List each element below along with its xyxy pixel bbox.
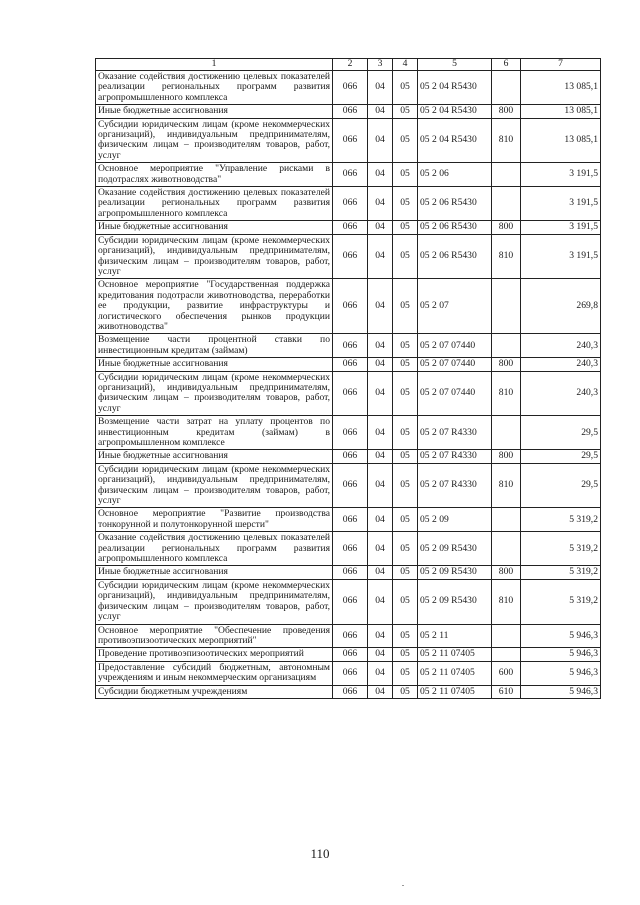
target-article-cell: 05 2 07 R4330 [418, 450, 492, 463]
target-article-cell: 05 2 06 R5430 [418, 187, 492, 221]
item-name-cell: Возмещение части процентной ставки по инвестиционным кредитам (займам) [96, 334, 333, 358]
subsection-code-cell: 05 [393, 685, 418, 698]
expense-type-cell: 800 [492, 105, 521, 118]
item-name-cell: Субсидии юридическим лицам (кроме некоммерческих организаций), индивидуальным предпринимателям, физическим лицам – производителям товаров, работ, услуг [96, 463, 333, 508]
target-article-cell: 05 2 09 R5430 [418, 532, 492, 566]
item-name-cell: Иные бюджетные ассигнования [96, 105, 333, 118]
table-row [96, 624, 601, 648]
item-name-cell: Субсидии бюджетным учреждениям [96, 685, 333, 698]
header-col-3: 3 [368, 59, 393, 71]
subsection-code-cell: 05 [393, 416, 418, 450]
item-name-cell: Оказание содействия достижению целевых показателей реализации региональных программ развития агропромышленного комплекса [96, 532, 333, 566]
subsection-code-cell: 05 [393, 661, 418, 685]
section-code-cell: 04 [368, 463, 393, 508]
ministry-code-cell: 066 [333, 105, 368, 118]
target-article-cell: 05 2 04 R5430 [418, 105, 492, 118]
table-row [96, 648, 601, 661]
ministry-code-cell: 066 [333, 279, 368, 334]
section-code-cell: 04 [368, 371, 393, 416]
amount-cell: 29,5 [521, 450, 601, 463]
section-code-cell: 04 [368, 187, 393, 221]
amount-cell: 5 946,3 [521, 661, 601, 685]
ministry-code-cell: 066 [333, 532, 368, 566]
amount-cell: 5 319,2 [521, 579, 601, 624]
amount-cell: 240,3 [521, 371, 601, 416]
amount-cell: 269,8 [521, 279, 601, 334]
table-row [96, 508, 601, 532]
item-name-cell: Проведение противоэпизоотических мероприятий [96, 648, 333, 661]
target-article-cell: 05 2 09 R5430 [418, 566, 492, 579]
table-row [96, 71, 601, 105]
ministry-code-cell: 066 [333, 118, 368, 163]
subsection-code-cell: 05 [393, 279, 418, 334]
amount-cell: 5 946,3 [521, 685, 601, 698]
table-row [96, 163, 601, 187]
section-code-cell: 04 [368, 416, 393, 450]
table-body [96, 71, 601, 699]
expense-type-cell: 810 [492, 463, 521, 508]
section-code-cell: 04 [368, 450, 393, 463]
amount-cell: 13 085,1 [521, 118, 601, 163]
subsection-code-cell: 05 [393, 508, 418, 532]
item-name-cell: Субсидии юридическим лицам (кроме некоммерческих организаций), индивидуальным предпринимателям, физическим лицам – производителям товаров, работ, услуг [96, 234, 333, 279]
table-row [96, 685, 601, 698]
target-article-cell: 05 2 06 R5430 [418, 221, 492, 234]
amount-cell: 5 946,3 [521, 624, 601, 648]
ministry-code-cell: 066 [333, 508, 368, 532]
amount-cell: 5 319,2 [521, 566, 601, 579]
subsection-code-cell: 05 [393, 579, 418, 624]
expense-type-cell [492, 71, 521, 105]
ministry-code-cell: 066 [333, 371, 368, 416]
table-row [96, 371, 601, 416]
expense-type-cell: 810 [492, 234, 521, 279]
ministry-code-cell: 066 [333, 579, 368, 624]
item-name-cell: Иные бюджетные ассигнования [96, 221, 333, 234]
target-article-cell: 05 2 06 [418, 163, 492, 187]
section-code-cell: 04 [368, 71, 393, 105]
item-name-cell: Субсидии юридическим лицам (кроме некоммерческих организаций), индивидуальным предпринимателям, физическим лицам – производителям товаров, работ, услуг [96, 371, 333, 416]
expense-type-cell: 810 [492, 118, 521, 163]
expense-type-cell: 810 [492, 579, 521, 624]
expense-type-cell: 810 [492, 371, 521, 416]
subsection-code-cell: 05 [393, 371, 418, 416]
section-code-cell: 04 [368, 579, 393, 624]
target-article-cell: 05 2 07 [418, 279, 492, 334]
header-col-4: 4 [393, 59, 418, 71]
amount-cell: 13 085,1 [521, 71, 601, 105]
table-row [96, 579, 601, 624]
target-article-cell: 05 2 11 07405 [418, 661, 492, 685]
section-code-cell: 04 [368, 648, 393, 661]
item-name-cell: Субсидии юридическим лицам (кроме некоммерческих организаций), индивидуальным предпринимателям, физическим лицам – производителям товаров, работ, услуг [96, 579, 333, 624]
section-code-cell: 04 [368, 508, 393, 532]
subsection-code-cell: 05 [393, 532, 418, 566]
target-article-cell: 05 2 09 R5430 [418, 579, 492, 624]
scan-speck [402, 885, 404, 886]
table-row [96, 532, 601, 566]
header-col-6: 6 [492, 59, 521, 71]
section-code-cell: 04 [368, 234, 393, 279]
expense-type-cell [492, 187, 521, 221]
expense-type-cell [492, 508, 521, 532]
target-article-cell: 05 2 04 R5430 [418, 118, 492, 163]
section-code-cell: 04 [368, 279, 393, 334]
subsection-code-cell: 05 [393, 234, 418, 279]
section-code-cell: 04 [368, 358, 393, 371]
amount-cell: 5 319,2 [521, 532, 601, 566]
table-header-row [96, 59, 601, 71]
amount-cell: 13 085,1 [521, 105, 601, 118]
expense-type-cell [492, 532, 521, 566]
item-name-cell: Иные бюджетные ассигнования [96, 566, 333, 579]
amount-cell: 3 191,5 [521, 234, 601, 279]
subsection-code-cell: 05 [393, 334, 418, 358]
expense-type-cell: 800 [492, 358, 521, 371]
section-code-cell: 04 [368, 685, 393, 698]
item-name-cell: Оказание содействия достижению целевых показателей реализации региональных программ развития агропромышленного комплекса [96, 71, 333, 105]
table-row [96, 463, 601, 508]
target-article-cell: 05 2 07 07440 [418, 358, 492, 371]
section-code-cell: 04 [368, 624, 393, 648]
item-name-cell: Субсидии юридическим лицам (кроме некоммерческих организаций), индивидуальным предпринимателям, физическим лицам – производителям товаров, работ, услуг [96, 118, 333, 163]
expense-type-cell [492, 416, 521, 450]
expense-type-cell [492, 648, 521, 661]
ministry-code-cell: 066 [333, 450, 368, 463]
amount-cell: 29,5 [521, 463, 601, 508]
target-article-cell: 05 2 06 R5430 [418, 234, 492, 279]
budget-table [95, 58, 601, 699]
section-code-cell: 04 [368, 661, 393, 685]
ministry-code-cell: 066 [333, 648, 368, 661]
expense-type-cell [492, 279, 521, 334]
subsection-code-cell: 05 [393, 163, 418, 187]
item-name-cell: Основное мероприятие "Государственная поддержка кредитования подотрасли животноводства, переработки ее продукции, развитие инфраструктуры и логистического обеспечения рынков продукции животноводства" [96, 279, 333, 334]
ministry-code-cell: 066 [333, 416, 368, 450]
table-row [96, 416, 601, 450]
section-code-cell: 04 [368, 118, 393, 163]
target-article-cell: 05 2 11 07405 [418, 685, 492, 698]
section-code-cell: 04 [368, 105, 393, 118]
subsection-code-cell: 05 [393, 648, 418, 661]
expense-type-cell: 800 [492, 221, 521, 234]
item-name-cell: Основное мероприятие "Обеспечение проведения противоэпизоотических мероприятий" [96, 624, 333, 648]
ministry-code-cell: 066 [333, 234, 368, 279]
subsection-code-cell: 05 [393, 463, 418, 508]
amount-cell: 3 191,5 [521, 163, 601, 187]
target-article-cell: 05 2 07 R4330 [418, 416, 492, 450]
ministry-code-cell: 066 [333, 187, 368, 221]
target-article-cell: 05 2 07 07440 [418, 371, 492, 416]
amount-cell: 5 946,3 [521, 648, 601, 661]
table-row [96, 661, 601, 685]
amount-cell: 240,3 [521, 334, 601, 358]
subsection-code-cell: 05 [393, 118, 418, 163]
amount-cell: 3 191,5 [521, 221, 601, 234]
ministry-code-cell: 066 [333, 624, 368, 648]
header-col-5: 5 [418, 59, 492, 71]
table-row [96, 566, 601, 579]
ministry-code-cell: 066 [333, 221, 368, 234]
table-row [96, 187, 601, 221]
subsection-code-cell: 05 [393, 566, 418, 579]
ministry-code-cell: 066 [333, 334, 368, 358]
item-name-cell: Основное мероприятие "Управление рисками в подотраслях животноводства" [96, 163, 333, 187]
target-article-cell: 05 2 07 07440 [418, 334, 492, 358]
section-code-cell: 04 [368, 566, 393, 579]
amount-cell: 29,5 [521, 416, 601, 450]
subsection-code-cell: 05 [393, 450, 418, 463]
section-code-cell: 04 [368, 163, 393, 187]
target-article-cell: 05 2 09 [418, 508, 492, 532]
amount-cell: 240,3 [521, 358, 601, 371]
section-code-cell: 04 [368, 532, 393, 566]
subsection-code-cell: 05 [393, 71, 418, 105]
expense-type-cell [492, 163, 521, 187]
item-name-cell: Иные бюджетные ассигнования [96, 358, 333, 371]
header-col-7: 7 [521, 59, 601, 71]
table-row [96, 450, 601, 463]
ministry-code-cell: 066 [333, 661, 368, 685]
target-article-cell: 05 2 04 R5430 [418, 71, 492, 105]
section-code-cell: 04 [368, 334, 393, 358]
subsection-code-cell: 05 [393, 221, 418, 234]
section-code-cell: 04 [368, 221, 393, 234]
item-name-cell: Иные бюджетные ассигнования [96, 450, 333, 463]
header-col-2: 2 [333, 59, 368, 71]
amount-cell: 5 319,2 [521, 508, 601, 532]
expense-type-cell: 610 [492, 685, 521, 698]
target-article-cell: 05 2 11 07405 [418, 648, 492, 661]
expense-type-cell [492, 334, 521, 358]
expense-type-cell: 600 [492, 661, 521, 685]
expense-type-cell: 800 [492, 450, 521, 463]
ministry-code-cell: 066 [333, 358, 368, 371]
ministry-code-cell: 066 [333, 71, 368, 105]
subsection-code-cell: 05 [393, 187, 418, 221]
table-row [96, 105, 601, 118]
ministry-code-cell: 066 [333, 163, 368, 187]
subsection-code-cell: 05 [393, 358, 418, 371]
expense-type-cell [492, 624, 521, 648]
table-row [96, 234, 601, 279]
table-row [96, 221, 601, 234]
item-name-cell: Предоставление субсидий бюджетным, автономным учреждениям и иным некоммерческим организациям [96, 661, 333, 685]
table-row [96, 279, 601, 334]
item-name-cell: Оказание содействия достижению целевых показателей реализации региональных программ развития агропромышленного комплекса [96, 187, 333, 221]
table-row [96, 334, 601, 358]
target-article-cell: 05 2 07 R4330 [418, 463, 492, 508]
page-number: 110 [310, 846, 330, 861]
expense-type-cell: 800 [492, 566, 521, 579]
table-row [96, 358, 601, 371]
table-row [96, 118, 601, 163]
header-col-1: 1 [96, 59, 333, 71]
ministry-code-cell: 066 [333, 566, 368, 579]
item-name-cell: Основное мероприятие "Развитие производства тонкорунной и полутонкорунной шерсти" [96, 508, 333, 532]
ministry-code-cell: 066 [333, 463, 368, 508]
subsection-code-cell: 05 [393, 105, 418, 118]
ministry-code-cell: 066 [333, 685, 368, 698]
amount-cell: 3 191,5 [521, 187, 601, 221]
target-article-cell: 05 2 11 [418, 624, 492, 648]
subsection-code-cell: 05 [393, 624, 418, 648]
item-name-cell: Возмещение части затрат на уплату процентов по инвестиционным кредитам (займам) в агропромышленном комплексе [96, 416, 333, 450]
